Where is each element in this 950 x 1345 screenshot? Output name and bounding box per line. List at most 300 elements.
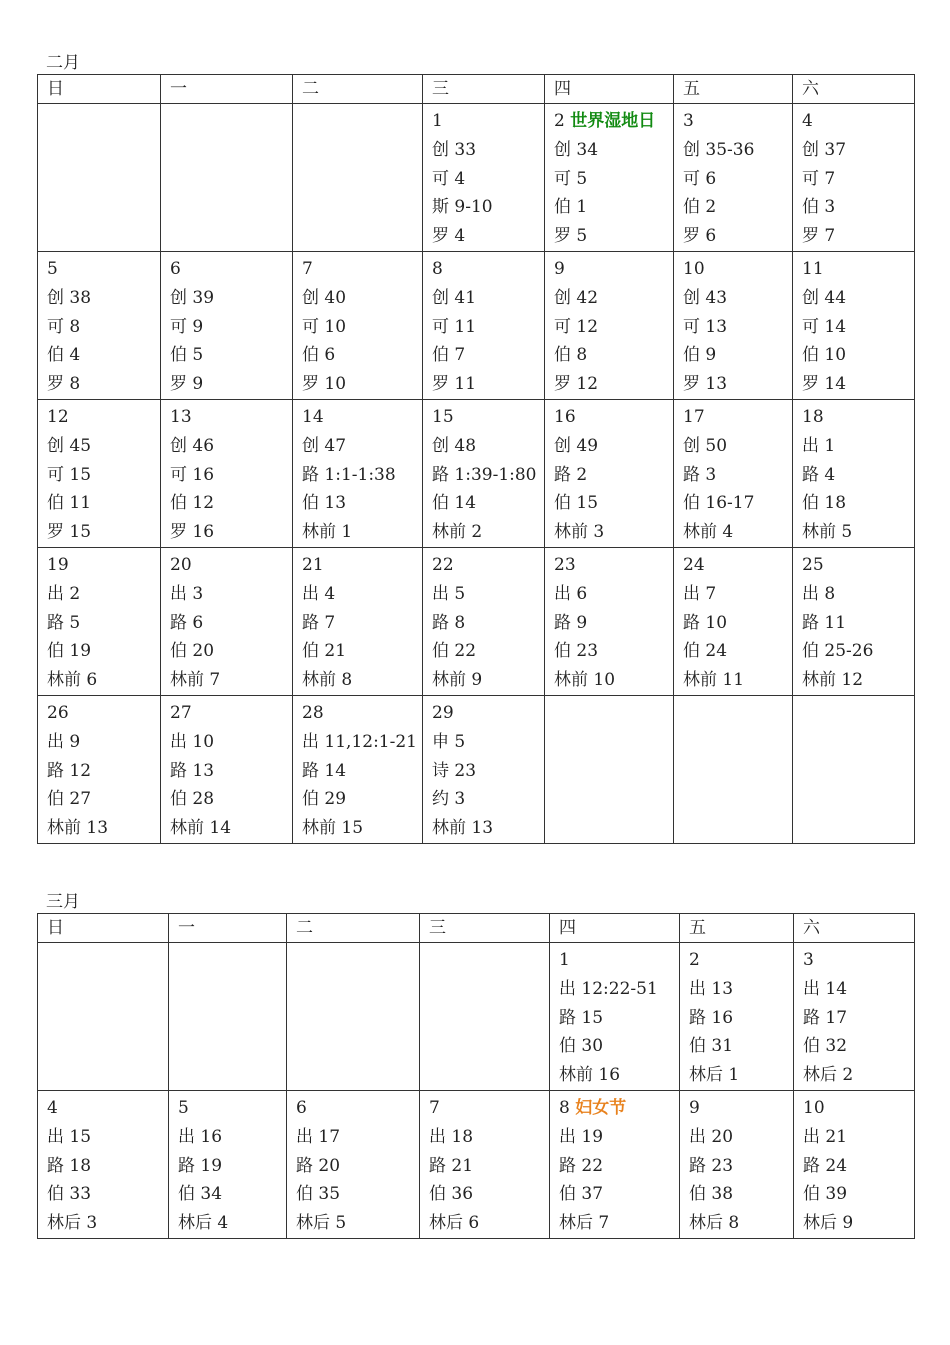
day-cell — [423, 695, 545, 843]
day-line — [689, 946, 793, 975]
day-content — [680, 1091, 793, 1238]
reading-entry: 罗 16 — [170, 522, 215, 543]
weekday-header — [794, 914, 915, 943]
day-line — [559, 946, 679, 975]
day-line — [302, 551, 422, 580]
reading-entry: 路 18 — [47, 1155, 92, 1176]
week-row — [38, 104, 915, 252]
day-line — [802, 403, 914, 432]
reading-entry: 伯 14 — [432, 493, 477, 514]
weekday-label: 一 — [170, 79, 187, 99]
reading-entry: 斯 9-10 — [432, 197, 493, 218]
day-number: 2 — [689, 950, 700, 970]
reading-entry: 可 12 — [554, 316, 599, 337]
day-number: 5 — [178, 1097, 189, 1118]
reading-entry: 路 17 — [803, 1007, 848, 1028]
weekday-label: 日 — [47, 79, 64, 99]
reading-entry: 创 33 — [432, 139, 477, 160]
day-number: 25 — [802, 554, 824, 575]
day-number: 11 — [802, 258, 824, 279]
reading-entry: 林前 10 — [554, 670, 616, 691]
reading-entry: 罗 15 — [47, 522, 92, 543]
day-number: 3 — [803, 950, 814, 970]
reading-entry: 可 11 — [432, 316, 477, 337]
day-content — [793, 252, 914, 399]
reading-entry: 路 23 — [689, 1155, 734, 1176]
reading-entry: 路 12 — [47, 760, 92, 781]
reading-entry: 创 43 — [683, 287, 728, 308]
day-line — [689, 1094, 793, 1123]
weekday-label: 一 — [178, 918, 195, 938]
week-row — [38, 695, 915, 843]
reading-entry: 创 49 — [554, 435, 599, 456]
day-content — [420, 1091, 549, 1238]
weekday-header-row — [38, 75, 915, 104]
day-content — [423, 104, 544, 251]
reading-entry: 伯 24 — [683, 641, 728, 662]
day-line — [683, 255, 792, 284]
empty-day-cell — [287, 943, 420, 1091]
reading-entry: 伯 32 — [803, 1036, 848, 1057]
day-content — [674, 252, 792, 399]
reading-entry: 伯 12 — [170, 493, 215, 514]
reading-entry: 路 10 — [683, 612, 728, 633]
reading-entry: 林前 15 — [302, 818, 364, 839]
day-line — [302, 699, 422, 728]
reading-entry: 出 18 — [429, 1126, 474, 1147]
day-content — [550, 1091, 679, 1238]
day-number: 6 — [296, 1097, 307, 1118]
day-cell — [38, 695, 161, 843]
empty-day-cell — [793, 695, 915, 843]
day-number: 19 — [47, 554, 69, 575]
reading-entry: 伯 9 — [683, 345, 717, 366]
reading-entry: 林后 2 — [803, 1065, 854, 1086]
day-cell — [293, 399, 423, 547]
reading-entry: 创 47 — [302, 435, 347, 456]
reading-entry: 林后 7 — [559, 1213, 610, 1234]
reading-entry: 罗 12 — [554, 374, 599, 395]
day-line — [47, 403, 160, 432]
reading-entry: 伯 35 — [296, 1184, 341, 1205]
day-line — [802, 107, 914, 136]
day-content — [793, 548, 914, 695]
day-content — [793, 104, 914, 251]
day-line — [47, 551, 160, 580]
day-cell — [38, 251, 161, 399]
day-cell — [794, 943, 915, 1091]
day-line — [178, 1094, 286, 1123]
reading-entry: 路 3 — [683, 464, 717, 485]
weekday-header — [680, 914, 794, 943]
empty-day-cell — [674, 695, 793, 843]
day-cell — [674, 104, 793, 252]
day-content — [169, 1091, 286, 1238]
reading-entry: 路 2 — [554, 464, 588, 485]
day-cell — [38, 547, 161, 695]
day-content — [423, 548, 544, 695]
day-number: 2 — [554, 111, 565, 131]
weekday-header — [423, 75, 545, 104]
empty-day-cell — [169, 943, 287, 1091]
reading-entry: 路 1:1-1:38 — [302, 464, 396, 485]
day-cell — [674, 547, 793, 695]
reading-entry: 可 10 — [302, 316, 347, 337]
day-line — [170, 255, 292, 284]
reading-entry: 创 34 — [554, 139, 599, 160]
reading-entry: 出 13 — [689, 978, 734, 999]
reading-entry: 可 7 — [802, 168, 836, 189]
reading-entry: 路 16 — [689, 1007, 734, 1028]
weekday-header — [793, 75, 915, 104]
weekday-label: 四 — [554, 79, 571, 99]
weekday-label: 二 — [302, 79, 319, 99]
day-content — [293, 696, 422, 843]
reading-entry: 创 48 — [432, 435, 477, 456]
day-line — [170, 699, 292, 728]
reading-entry: 罗 6 — [683, 226, 717, 247]
weekday-header — [287, 914, 420, 943]
reading-entry: 出 9 — [47, 731, 81, 752]
reading-entry: 出 11,12:1-21 — [302, 731, 417, 752]
reading-entry: 创 41 — [432, 287, 477, 308]
day-content — [794, 1091, 914, 1238]
day-number: 18 — [802, 406, 824, 427]
day-number: 13 — [170, 406, 192, 427]
day-content — [545, 400, 673, 547]
empty-day-cell — [545, 695, 674, 843]
reading-entry: 创 38 — [47, 287, 92, 308]
day-content — [161, 696, 292, 843]
day-line — [554, 255, 673, 284]
reading-entry: 伯 39 — [803, 1184, 848, 1205]
reading-entry: 伯 10 — [802, 345, 847, 366]
day-content — [423, 400, 544, 547]
reading-entry: 创 39 — [170, 287, 215, 308]
holiday-label: 妇女节 — [575, 1097, 627, 1118]
reading-entry: 林前 9 — [432, 670, 483, 691]
weekday-header — [293, 75, 423, 104]
weekday-label: 五 — [689, 918, 706, 938]
day-cell — [161, 251, 293, 399]
reading-entry: 林后 6 — [429, 1213, 480, 1234]
day-number: 4 — [47, 1097, 58, 1118]
reading-entry: 伯 1 — [554, 197, 588, 218]
day-number: 23 — [554, 554, 576, 575]
day-cell — [550, 943, 680, 1091]
day-content — [680, 943, 793, 1090]
reading-entry: 可 16 — [170, 464, 215, 485]
day-number: 16 — [554, 406, 576, 427]
day-line — [559, 1094, 679, 1123]
reading-entry: 出 21 — [803, 1126, 848, 1147]
march-title: 三月 — [46, 892, 80, 912]
day-number: 24 — [683, 554, 705, 575]
day-cell — [423, 399, 545, 547]
reading-entry: 林后 1 — [689, 1065, 740, 1086]
day-content — [161, 400, 292, 547]
reading-entry: 罗 5 — [554, 226, 588, 247]
reading-entry: 出 20 — [689, 1126, 734, 1147]
reading-entry: 创 37 — [802, 139, 847, 160]
day-line — [554, 403, 673, 432]
reading-entry: 可 4 — [432, 168, 466, 189]
week-row — [38, 1090, 915, 1238]
reading-entry: 出 17 — [296, 1126, 341, 1147]
reading-entry: 出 3 — [170, 583, 204, 604]
day-content — [38, 400, 160, 547]
weekday-header — [38, 914, 169, 943]
day-cell — [293, 695, 423, 843]
reading-entry: 创 42 — [554, 287, 599, 308]
reading-entry: 出 7 — [683, 583, 717, 604]
day-cell — [794, 1090, 915, 1238]
reading-entry: 创 45 — [47, 435, 92, 456]
reading-entry: 罗 10 — [302, 374, 347, 395]
reading-entry: 伯 5 — [170, 345, 204, 366]
reading-entry: 林后 5 — [296, 1213, 347, 1234]
reading-entry: 出 2 — [47, 583, 81, 604]
reading-entry: 林前 1 — [302, 522, 353, 543]
day-number: 29 — [432, 702, 454, 723]
reading-entry: 出 12:22-51 — [559, 978, 658, 999]
reading-entry: 伯 11 — [47, 493, 92, 514]
day-line — [432, 403, 544, 432]
day-content — [161, 252, 292, 399]
reading-entry: 可 14 — [802, 316, 847, 337]
day-content — [674, 400, 792, 547]
day-content — [793, 400, 914, 547]
day-content — [287, 1091, 419, 1238]
weekday-header-row — [38, 914, 915, 943]
weekday-header — [674, 75, 793, 104]
day-cell — [793, 104, 915, 252]
weekday-label: 三 — [429, 918, 446, 938]
day-number: 9 — [554, 258, 565, 279]
reading-entry: 罗 7 — [802, 226, 836, 247]
empty-day-cell — [293, 104, 423, 252]
day-content — [423, 252, 544, 399]
reading-entry: 林前 13 — [47, 818, 109, 839]
reading-entry: 可 6 — [683, 168, 717, 189]
day-cell — [423, 251, 545, 399]
reading-entry: 路 6 — [170, 612, 204, 633]
day-number: 10 — [683, 258, 705, 279]
weekday-header — [169, 914, 287, 943]
day-content — [794, 943, 914, 1090]
reading-entry: 路 19 — [178, 1155, 223, 1176]
reading-entry: 伯 36 — [429, 1184, 474, 1205]
reading-entry: 路 1:39-1:80 — [432, 464, 537, 485]
day-number: 17 — [683, 406, 705, 427]
weekday-header — [550, 914, 680, 943]
day-line — [432, 255, 544, 284]
reading-entry: 林前 6 — [47, 670, 98, 691]
reading-entry: 林前 7 — [170, 670, 221, 691]
reading-entry: 伯 31 — [689, 1036, 734, 1057]
day-content — [38, 548, 160, 695]
day-number: 20 — [170, 554, 192, 575]
day-cell — [545, 104, 674, 252]
day-cell — [161, 399, 293, 547]
reading-entry: 出 6 — [554, 583, 588, 604]
day-number: 8 — [559, 1097, 570, 1118]
reading-entry: 林前 8 — [302, 670, 353, 691]
day-line — [429, 1094, 549, 1123]
day-cell — [545, 547, 674, 695]
reading-entry: 伯 37 — [559, 1184, 604, 1205]
reading-entry: 伯 7 — [432, 345, 466, 366]
day-content — [423, 696, 544, 843]
weekday-header — [420, 914, 550, 943]
weekday-label: 五 — [683, 79, 700, 99]
day-number: 12 — [47, 406, 69, 427]
reading-entry: 申 5 — [432, 731, 466, 752]
day-line — [803, 1094, 914, 1123]
day-number: 27 — [170, 702, 192, 723]
reading-entry: 林前 13 — [432, 818, 494, 839]
reading-entry: 出 8 — [802, 583, 836, 604]
reading-entry: 林前 11 — [683, 670, 745, 691]
reading-entry: 伯 28 — [170, 789, 215, 810]
reading-entry: 伯 4 — [47, 345, 81, 366]
weekday-label: 二 — [296, 918, 313, 938]
reading-entry: 伯 27 — [47, 789, 92, 810]
day-line — [432, 699, 544, 728]
march-calendar — [37, 913, 915, 1239]
day-cell — [38, 1090, 169, 1238]
day-line — [432, 107, 544, 136]
week-row — [38, 399, 915, 547]
reading-entry: 林后 9 — [803, 1213, 854, 1234]
day-content — [38, 696, 160, 843]
reading-entry: 罗 13 — [683, 374, 728, 395]
day-line — [554, 551, 673, 580]
day-cell — [680, 943, 794, 1091]
day-content — [550, 943, 679, 1090]
weekday-label: 六 — [802, 79, 819, 99]
day-line — [47, 699, 160, 728]
reading-entry: 约 3 — [432, 789, 466, 810]
day-line — [683, 403, 792, 432]
day-number: 7 — [429, 1097, 440, 1118]
reading-entry: 林前 4 — [683, 522, 734, 543]
day-content — [293, 548, 422, 695]
day-number: 1 — [432, 111, 443, 131]
day-line — [47, 1094, 168, 1123]
reading-entry: 出 10 — [170, 731, 215, 752]
empty-day-cell — [420, 943, 550, 1091]
reading-entry: 罗 14 — [802, 374, 847, 395]
day-cell — [293, 547, 423, 695]
day-content — [674, 548, 792, 695]
reading-entry: 伯 23 — [554, 641, 599, 662]
february-calendar — [37, 74, 915, 844]
reading-entry: 林后 3 — [47, 1213, 98, 1234]
day-number: 14 — [302, 406, 324, 427]
reading-entry: 林前 5 — [802, 522, 853, 543]
reading-entry: 创 46 — [170, 435, 215, 456]
reading-entry: 路 7 — [302, 612, 336, 633]
weekday-header — [161, 75, 293, 104]
day-number: 4 — [802, 111, 813, 131]
reading-entry: 伯 25-26 — [802, 641, 874, 662]
day-number: 6 — [170, 258, 181, 279]
day-cell — [545, 251, 674, 399]
day-cell — [550, 1090, 680, 1238]
day-line — [432, 551, 544, 580]
day-cell — [38, 399, 161, 547]
reading-entry: 林前 16 — [559, 1065, 621, 1086]
day-cell — [423, 547, 545, 695]
reading-entry: 路 20 — [296, 1155, 341, 1176]
reading-entry: 伯 34 — [178, 1184, 223, 1205]
holiday-label: 世界湿地日 — [570, 111, 656, 131]
day-number: 10 — [803, 1097, 825, 1118]
day-cell — [674, 399, 793, 547]
reading-entry: 路 8 — [432, 612, 466, 633]
day-cell — [423, 104, 545, 252]
reading-entry: 路 5 — [47, 612, 81, 633]
day-cell — [287, 1090, 420, 1238]
day-cell — [420, 1090, 550, 1238]
day-content — [545, 104, 673, 251]
reading-entry: 出 5 — [432, 583, 466, 604]
reading-entry: 创 35-36 — [683, 139, 755, 160]
day-cell — [793, 251, 915, 399]
reading-entry: 伯 20 — [170, 641, 215, 662]
day-content — [674, 104, 792, 251]
reading-entry: 可 13 — [683, 316, 728, 337]
day-cell — [793, 399, 915, 547]
reading-entry: 路 9 — [554, 612, 588, 633]
weekday-header — [545, 75, 674, 104]
empty-day-cell — [38, 943, 169, 1091]
day-content — [293, 400, 422, 547]
reading-entry: 伯 30 — [559, 1036, 604, 1057]
reading-entry: 伯 16-17 — [683, 493, 755, 514]
reading-entry: 路 21 — [429, 1155, 474, 1176]
reading-entry: 出 19 — [559, 1126, 604, 1147]
reading-entry: 林前 12 — [802, 670, 864, 691]
reading-entry: 伯 19 — [47, 641, 92, 662]
day-cell — [674, 251, 793, 399]
day-number: 7 — [302, 258, 313, 279]
reading-entry: 路 15 — [559, 1007, 604, 1028]
reading-entry: 可 9 — [170, 316, 204, 337]
reading-entry: 伯 2 — [683, 197, 717, 218]
reading-entry: 林后 8 — [689, 1213, 740, 1234]
reading-entry: 路 22 — [559, 1155, 604, 1176]
day-cell — [680, 1090, 794, 1238]
day-content — [161, 548, 292, 695]
day-cell — [169, 1090, 287, 1238]
day-number: 15 — [432, 406, 454, 427]
day-line — [554, 107, 673, 136]
february-title: 二月 — [46, 53, 80, 73]
day-number: 22 — [432, 554, 454, 575]
reading-entry: 伯 22 — [432, 641, 477, 662]
reading-entry: 可 5 — [554, 168, 588, 189]
week-row — [38, 547, 915, 695]
reading-entry: 林前 2 — [432, 522, 483, 543]
day-number: 28 — [302, 702, 324, 723]
reading-entry: 出 16 — [178, 1126, 223, 1147]
day-number: 3 — [683, 111, 694, 131]
reading-entry: 伯 3 — [802, 197, 836, 218]
day-cell — [293, 251, 423, 399]
weekday-label: 三 — [432, 79, 449, 99]
